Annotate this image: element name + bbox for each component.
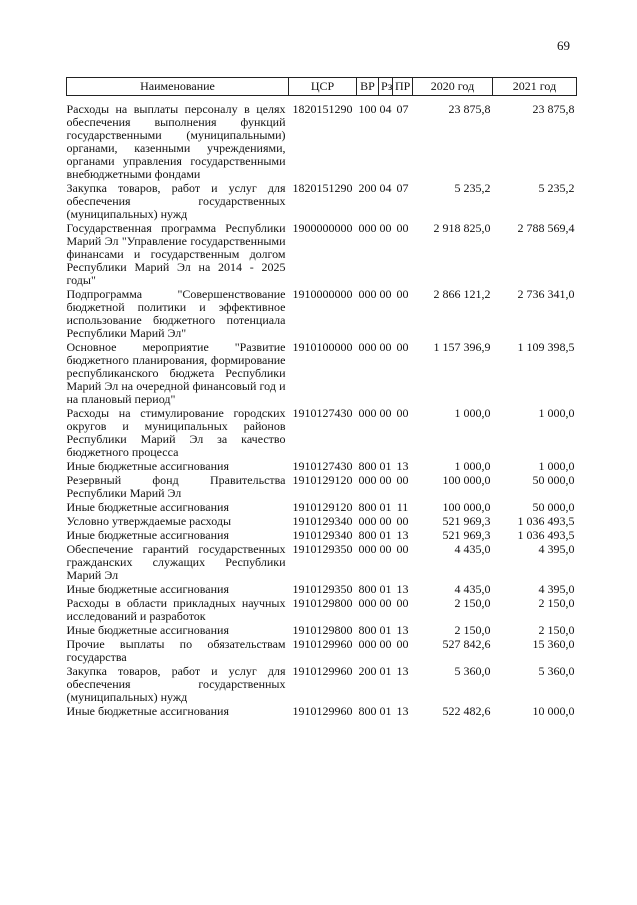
row-vr: 000: [358, 596, 377, 610]
row-csr: 1820151290: [292, 102, 353, 116]
row-name: Подпрограмма "Совершенствование бюджетной политики и эффективное использование бюджетного потенциала Республики Марий Эл": [66, 287, 286, 340]
row-amount-2021: 15 360,0: [532, 637, 575, 651]
row-pr: 13: [396, 459, 409, 473]
header-name: Наименование: [67, 78, 289, 96]
row-csr: 1910129120: [292, 473, 353, 487]
row-amount-2021: 23 875,8: [532, 102, 575, 116]
row-vr: 000: [358, 221, 377, 235]
table-row: [67, 637, 577, 664]
row-amount-2020: 100 000,0: [442, 500, 491, 514]
row-csr: 1910129120: [292, 500, 353, 514]
row-rz: 00: [379, 340, 392, 354]
row-rz: 00: [379, 542, 392, 556]
row-pr: 00: [396, 340, 409, 354]
row-name: Расходы в области прикладных научных исследований и разработок: [66, 596, 286, 623]
row-pr: 07: [396, 102, 409, 116]
row-amount-2020: 2 150,0: [454, 623, 491, 637]
row-vr: 800: [358, 704, 377, 718]
table-row: [67, 623, 577, 637]
row-rz: 00: [379, 514, 392, 528]
row-amount-2020: 2 150,0: [454, 596, 491, 610]
row-pr: 13: [396, 582, 409, 596]
header-pr: ПР: [393, 78, 413, 96]
row-csr: 1820151290: [292, 181, 353, 195]
row-pr: 13: [396, 704, 409, 718]
row-vr: 000: [358, 637, 377, 651]
row-csr: 1910129350: [292, 582, 353, 596]
row-amount-2021: 2 150,0: [538, 623, 575, 637]
row-pr: 07: [396, 181, 409, 195]
row-amount-2021: 5 360,0: [538, 664, 575, 678]
row-vr: 000: [358, 287, 377, 301]
row-name: Иные бюджетные ассигнования: [66, 500, 229, 514]
row-rz: 04: [379, 181, 392, 195]
row-amount-2021: 2 736 341,0: [517, 287, 575, 301]
row-rz: 00: [379, 287, 392, 301]
row-vr: 800: [358, 528, 377, 542]
row-vr: 800: [358, 623, 377, 637]
budget-table: [66, 77, 577, 718]
row-name: Иные бюджетные ассигнования: [66, 528, 229, 542]
table-row: [67, 582, 577, 596]
row-csr: 1900000000: [292, 221, 353, 235]
row-vr: 200: [358, 181, 377, 195]
row-name: Иные бюджетные ассигнования: [66, 582, 229, 596]
row-amount-2021: 4 395,0: [538, 582, 575, 596]
row-csr: 1910000000: [292, 287, 353, 301]
row-vr: 800: [358, 459, 377, 473]
page-number: 69: [557, 38, 570, 53]
row-vr: 000: [358, 514, 377, 528]
row-amount-2020: 1 000,0: [454, 459, 491, 473]
row-vr: 000: [358, 542, 377, 556]
table-row: [67, 514, 577, 528]
row-pr: 00: [396, 473, 409, 487]
row-name: Иные бюджетные ассигнования: [66, 459, 229, 473]
row-pr: 11: [396, 500, 409, 514]
row-rz: 01: [379, 664, 392, 678]
table-row: [67, 340, 577, 406]
row-vr: 800: [358, 500, 377, 514]
row-vr: 000: [358, 406, 377, 420]
row-csr: 1910129340: [292, 528, 353, 542]
row-pr: 13: [396, 528, 409, 542]
row-name: Основное мероприятие "Развитие бюджетного планирования, формирование республиканского бюджета Республики Марий Эл на очередной финансовый год и на плановый период": [66, 340, 286, 406]
row-name: Расходы на стимулирование городских округов и муниципальных районов Республики Марий Эл за качество бюджетного процесса: [66, 406, 286, 459]
row-rz: 01: [379, 623, 392, 637]
row-pr: 00: [396, 221, 409, 235]
table-row: [67, 287, 577, 340]
row-amount-2021: 1 109 398,5: [517, 340, 575, 354]
row-amount-2020: 527 842,6: [442, 637, 491, 651]
row-csr: 1910129960: [292, 664, 353, 678]
header-csr: ЦСР: [289, 78, 357, 96]
row-pr: 00: [396, 542, 409, 556]
table-body: [67, 96, 577, 719]
row-name: Условно утверждаемые расходы: [66, 514, 232, 528]
row-csr: 1910129960: [292, 637, 353, 651]
table-row: [67, 96, 577, 182]
table-row: [67, 406, 577, 459]
row-pr: 00: [396, 406, 409, 420]
row-pr: 00: [396, 514, 409, 528]
row-amount-2020: 1 157 396,9: [433, 340, 491, 354]
row-csr: 1910127430: [292, 459, 353, 473]
table-row: [67, 704, 577, 718]
row-amount-2021: 50 000,0: [532, 500, 575, 514]
row-amount-2021: 2 150,0: [538, 596, 575, 610]
row-name: Обеспечение гарантий государственных гражданских служащих Республики Марий Эл: [66, 542, 286, 582]
row-amount-2021: 10 000,0: [532, 704, 575, 718]
row-rz: 01: [379, 582, 392, 596]
header-rz: Рз: [379, 78, 393, 96]
table-row: [67, 596, 577, 623]
row-pr: 00: [396, 287, 409, 301]
row-rz: 04: [379, 102, 392, 116]
header-vr: ВР: [357, 78, 379, 96]
header-year-2021: 2021 год: [493, 78, 577, 96]
row-name: Государственная программа Республики Марий Эл "Управление государственными финансами и государственным долгом Республики Марий Эл на 2014 - 2025 годы": [66, 221, 286, 287]
row-vr: 000: [358, 473, 377, 487]
table-row: [67, 221, 577, 287]
row-rz: 01: [379, 459, 392, 473]
row-csr: 1910129800: [292, 596, 353, 610]
row-amount-2021: 5 235,2: [538, 181, 575, 195]
row-amount-2020: 521 969,3: [442, 514, 491, 528]
row-name: Иные бюджетные ассигнования: [66, 623, 229, 637]
row-name: Закупка товаров, работ и услуг для обеспечения государственных (муниципальных) нужд: [66, 181, 286, 221]
row-amount-2020: 1 000,0: [454, 406, 491, 420]
table-row: [67, 181, 577, 221]
table-header: [67, 78, 577, 96]
row-amount-2020: 521 969,3: [442, 528, 491, 542]
row-amount-2020: 522 482,6: [442, 704, 491, 718]
row-amount-2021: 50 000,0: [532, 473, 575, 487]
row-rz: 01: [379, 528, 392, 542]
row-amount-2020: 5 360,0: [454, 664, 491, 678]
row-rz: 00: [379, 221, 392, 235]
row-amount-2021: 2 788 569,4: [517, 221, 575, 235]
row-csr: 1910129350: [292, 542, 353, 556]
row-rz: 00: [379, 637, 392, 651]
row-amount-2020: 100 000,0: [442, 473, 491, 487]
row-vr: 800: [358, 582, 377, 596]
table-row: [67, 542, 577, 582]
row-csr: 1910129340: [292, 514, 353, 528]
row-name: Прочие выплаты по обязательствам государства: [66, 637, 286, 664]
row-amount-2021: 1 000,0: [538, 459, 575, 473]
row-amount-2020: 4 435,0: [454, 542, 491, 556]
row-rz: 00: [379, 596, 392, 610]
row-rz: 00: [379, 406, 392, 420]
row-csr: 1910129960: [292, 704, 353, 718]
row-csr: 1910129800: [292, 623, 353, 637]
row-csr: 1910100000: [292, 340, 353, 354]
row-amount-2021: 1 000,0: [538, 406, 575, 420]
row-amount-2021: 4 395,0: [538, 542, 575, 556]
row-name: Иные бюджетные ассигнования: [66, 704, 229, 718]
row-name: Закупка товаров, работ и услуг для обеспечения государственных (муниципальных) нужд: [66, 664, 286, 704]
row-name: Резервный фонд Правительства Республики Марий Эл: [66, 473, 286, 500]
table-row: [67, 664, 577, 704]
row-amount-2020: 23 875,8: [448, 102, 491, 116]
row-vr: 200: [358, 664, 377, 678]
row-amount-2021: 1 036 493,5: [517, 514, 575, 528]
row-amount-2021: 1 036 493,5: [517, 528, 575, 542]
row-rz: 01: [379, 704, 392, 718]
row-rz: 01: [379, 500, 392, 514]
row-pr: 00: [396, 596, 409, 610]
row-amount-2020: 2 866 121,2: [433, 287, 491, 301]
row-name: Расходы на выплаты персоналу в целях обеспечения выполнения функций государственными (муниципальными) органами, казенными учреждениями, органами управления государственными внебюджетными фондами: [66, 102, 286, 181]
table-row: [67, 473, 577, 500]
row-amount-2020: 2 918 825,0: [433, 221, 491, 235]
row-vr: 000: [358, 340, 377, 354]
row-vr: 100: [358, 102, 377, 116]
row-pr: 13: [396, 623, 409, 637]
row-amount-2020: 5 235,2: [454, 181, 491, 195]
table-row: [67, 500, 577, 514]
row-rz: 00: [379, 473, 392, 487]
row-pr: 13: [396, 664, 409, 678]
table-row: [67, 528, 577, 542]
row-csr: 1910127430: [292, 406, 353, 420]
header-year-2020: 2020 год: [413, 78, 493, 96]
table-row: [67, 459, 577, 473]
row-pr: 00: [396, 637, 409, 651]
row-amount-2020: 4 435,0: [454, 582, 491, 596]
